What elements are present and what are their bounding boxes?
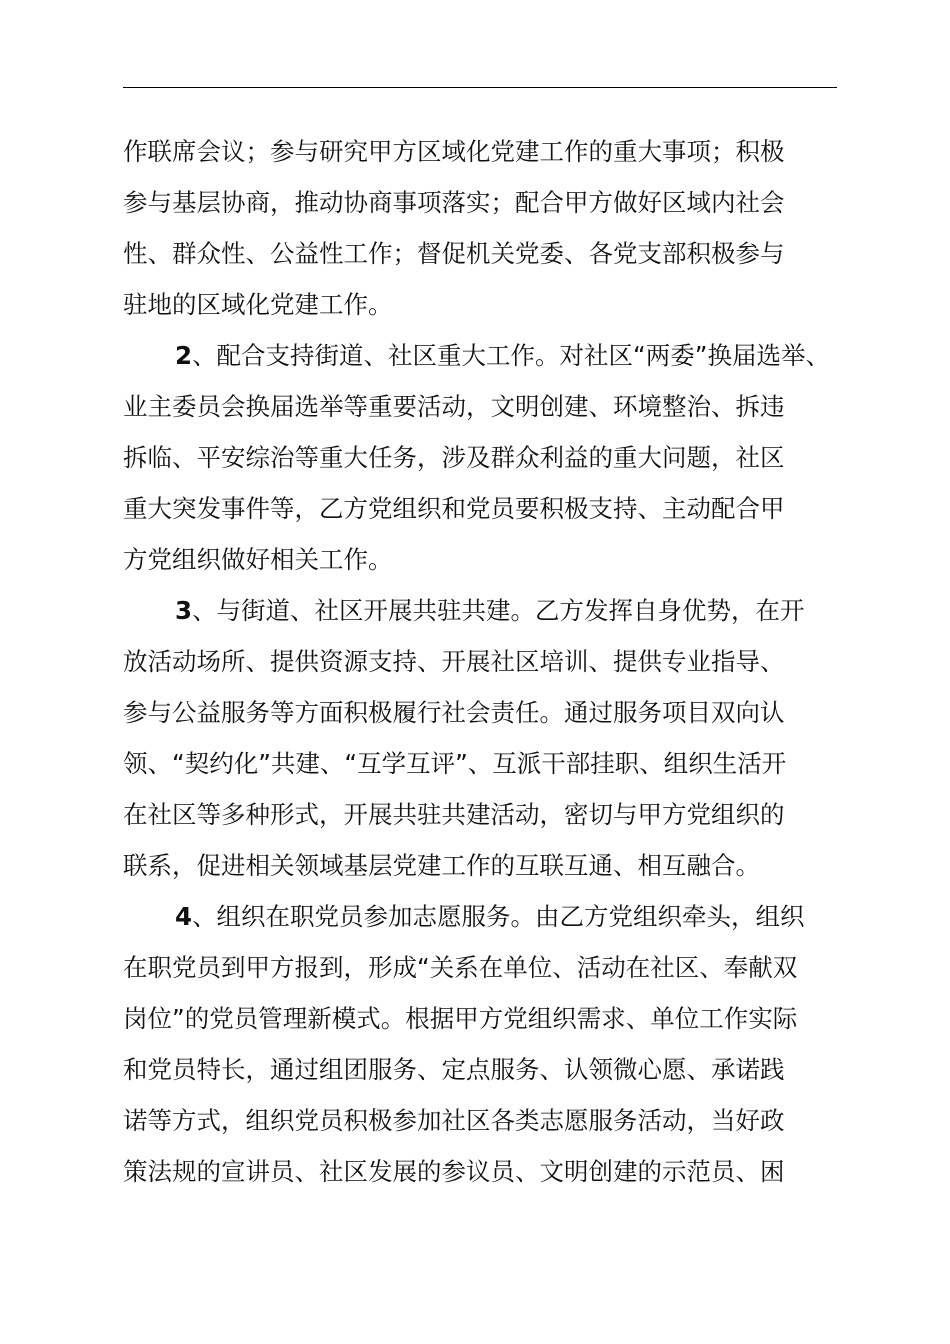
item-heading-text: 、配合支持街道、社区重大工作。对社区“两委”换届选举、	[192, 341, 830, 370]
paragraph-line: 和党员特长，通过组团服务、定点服务、认领微心愿、承诺践	[123, 1055, 785, 1084]
item-3-heading	[123, 585, 837, 636]
paragraph-line: 参与公益服务等方面积极履行社会责任。通过服务项目双向认	[123, 698, 785, 727]
paragraph-line: 岗位”的党员管理新模式。根据甲方党组织需求、单位工作实际	[123, 1004, 798, 1033]
item-2-heading	[123, 330, 837, 381]
paragraph-line: 拆临、平安综治等重大任务，涉及群众利益的重大问题，社区	[123, 443, 785, 472]
paragraph-line: 联系，促进相关领域基层党建工作的互联互通、相互融合。	[123, 851, 760, 880]
document-body	[123, 126, 837, 1197]
item-number: 4	[175, 902, 193, 931]
paragraph-line: 在职党员到甲方报到，形成“关系在单位、活动在社区、奉献双	[123, 953, 798, 982]
paragraph-line: 性、群众性、公益性工作；督促机关党委、各党支部积极参与	[123, 239, 785, 268]
paragraph-line: 放活动场所、提供资源支持、开展社区培训、提供专业指导、	[123, 647, 785, 676]
paragraph-line: 参与基层协商，推动协商事项落实；配合甲方做好区域内社会	[123, 188, 785, 217]
item-heading-text: 、组织在职党员参加志愿服务。由乙方党组织牵头，组织	[192, 902, 805, 931]
paragraph-line: 方党组织做好相关工作。	[123, 545, 393, 574]
paragraph-line: 重大突发事件等，乙方党组织和党员要积极支持、主动配合甲	[123, 494, 785, 523]
item-number: 2	[175, 341, 193, 370]
paragraph-line: 作联席会议；参与研究甲方区域化党建工作的重大事项；积极	[123, 137, 785, 166]
paragraph-line: 业主委员会换届选举等重要活动，文明创建、环境整治、拆违	[123, 392, 785, 421]
paragraph-line: 领、“契约化”共建、“互学互评”、互派干部挂职、组织生活开	[123, 749, 787, 778]
paragraph-line: 策法规的宣讲员、社区发展的参议员、文明创建的示范员、困	[123, 1157, 785, 1186]
paragraph-line: 驻地的区域化党建工作。	[123, 290, 393, 319]
item-4-heading	[123, 891, 837, 942]
item-number: 3	[175, 596, 193, 625]
item-heading-text: 、与街道、社区开展共驻共建。乙方发挥自身优势，在开	[192, 596, 805, 625]
paragraph-line: 在社区等多种形式，开展共驻共建活动，密切与甲方党组织的	[123, 800, 785, 829]
header-rule	[123, 87, 837, 88]
paragraph-line: 诺等方式，组织党员积极参加社区各类志愿服务活动，当好政	[123, 1106, 785, 1135]
